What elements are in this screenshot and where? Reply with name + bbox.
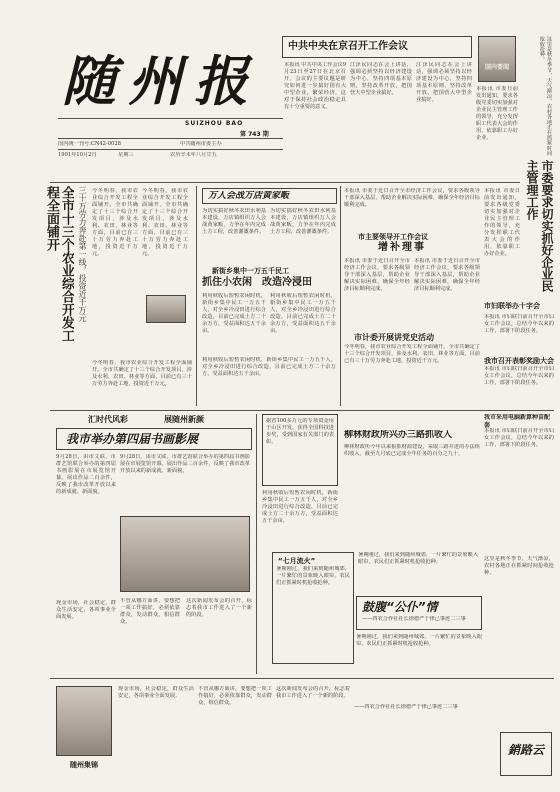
bottom-right-body: 这里是秋冬季节，天气渐凉，农村各地正在抓紧时间抢收抢种。: [484, 556, 554, 576]
masthead-rule: [58, 118, 283, 119]
city-headline: 增补理事: [378, 242, 426, 253]
left-vertical-headline: 全市十三个农业综合开发工程全面铺开: [44, 186, 74, 342]
bottom-left-photo: [56, 686, 112, 756]
xinxiang-body-3: 利用秋收后短暂农闲时机，新街乡集中民工一万五千人，对全乡冷浸田进行综合改造，目前已完成土方二十余万方，受益面积达五千余亩。: [202, 357, 336, 377]
bottom-col-2: 不管从哪方面讲，要想把一项工作搞好，必须依靠群众，发动群众，相信群众。: [120, 598, 180, 625]
art-headline: 我市举办第四届书画影展: [66, 432, 199, 446]
art-body-2: 9月28日，由市文联、市群艺馆联合举办的第四届书画影展在市展览馆开幕。展出作品二百余件，反映了我市改革开放以来的新成就、新面貌。: [120, 454, 250, 474]
left-col-rule: [196, 186, 197, 406]
middle-body: 利用秋收后短暂农闲时机，新街乡集中民工一万五千人，对全乡冷浸田进行综合改造，目前已完成土方二十余万方，受益面积达五千余亩。: [262, 490, 338, 524]
right-vertical-body: 本报讯 市委日前发出通知，要求各级党委切实加强对企业民主管理工作的领导，充分发挥职工代表大会的作用，依靠职工办好企业。: [484, 188, 520, 257]
left-photo: [146, 295, 186, 323]
top-right-body-1: 本报讯 中共中央工作会议9月23日至27日在北京召开。会议的主要议题是研究如何进一步搞好国有大中型企业，繁荣经济，这对于保持社会政治稳定具有十分重要的意义。: [284, 62, 346, 110]
left-vertical-lead: 三十万劳力奔赴第一线，投资近千万元: [78, 186, 87, 322]
right-col2-sub: 我市召开表彰奖励大会: [484, 357, 554, 365]
left-bottom-text: 今冬明春，我市农业综合开发工程全面铺开。全市共确定了十三个综合开发项目，涉及水利、农田、林业等方面，目前已有三十万劳力奔赴工地，投资近千万元。: [92, 360, 192, 387]
xinxiang-headline: 抓住小农闲 改造冷浸田: [202, 277, 312, 288]
stamp-body: 暑期刚过，我们来到随州城郊，一片繁忙的景象映入眼帘，农民们正抓紧时机抢收抢种。: [356, 634, 482, 647]
small-box-text: 据省100多万元的专项资金用于山区开发，获得全国科技进步奖，受到国家有关部门的表彰。: [266, 418, 334, 445]
right-col2-body: 本报讯 市妇联日前召开全市妇女工作会议，总结今年以来的工作，部署下阶段任务。: [484, 314, 554, 334]
coop-headline: 市计委开展讲党史活动: [354, 333, 434, 342]
lower-right-headline: 我市采用电脑新算种苗配套: [484, 414, 551, 429]
kitchen-headline: 柳林财政所兴办三路抓收入: [344, 430, 453, 440]
mid-col-body: 暑期刚过，我们来到随州城郊，一片繁忙的景象映入眼帘，农民们正抓紧时机抢收抢种。: [358, 552, 478, 565]
top-far-right-strip: 这里是秋冬季节，天气渐凉，农村各地正在抓紧时间抢收抢种。: [539, 36, 552, 156]
art-photo: [120, 516, 250, 592]
right-col2-head: 市妇联举办十字会: [484, 302, 540, 310]
masthead-title: 随州报: [62, 49, 260, 113]
right-vertical-headline: 市委要求切实抓好企业民主管理工作: [525, 160, 554, 292]
stamp-subtitle: ——四农合作社社长徐德严于律己事迹二三事: [362, 616, 466, 622]
xinxiang-title: 新街乡集中一万五千民工: [212, 267, 289, 275]
masthead-weekday: 星期三: [118, 152, 134, 158]
masthead-rule-2: [58, 138, 283, 139]
news-badge-label: 国内要闻: [484, 64, 509, 71]
feature-headline: “七月流火”: [278, 557, 316, 565]
top-right-body-2: 江泽民同志在会上讲话，强调必须坚持以经济建设为中心，坚持四项基本原则，坚持改革开放，把国营大中型企业搞好。: [350, 62, 412, 96]
rule-bottom: [50, 678, 554, 679]
bottom-col-3: 这次新闻发布会的召开，标志着我市工作进入了一个新的阶段。: [186, 598, 252, 618]
art-label-1: 汇时代风彩: [88, 415, 128, 424]
masthead-pinyin: SUIZHOU BAO: [185, 120, 244, 127]
stamp-headline: 鼓腹“公仆”情: [362, 600, 438, 614]
city-body-1: 本报讯 市委于近日召开全市经济工作会议，要求各级领导干部深入基层，帮助企业解决实际困难，确保全年经济目标顺利完成。: [344, 258, 410, 292]
feature-body: 暑期刚过，我们来到随州城郊，一片繁忙的景象映入眼帘，农民们正抓紧时机抢收抢种。: [276, 566, 350, 586]
bottom-left-title: 随州集锦: [70, 761, 98, 769]
city-body-2: 本报讯 市委于近日召开全市经济工作会议，要求各级领导干部深入基层，帮助企业解决实际困难，确保全年经济目标顺利完成。: [414, 258, 480, 292]
mid-col-rule: [340, 186, 341, 406]
city-intro: 本报讯 市委于近日召开全市经济工作会议，要求各级领导干部深入基层，帮助企业解决实际困难，确保全年经济目标顺利完成。: [344, 188, 480, 208]
art-body-1: 9月28日，由市文联、市群艺馆联合举办的第四届书画影展在市展览馆开幕。展出作品二百余件，反映了我市改革开放以来的新成就、新面貌。: [56, 454, 116, 495]
masthead-lunar: 农历辛未年八月廿五: [170, 152, 217, 158]
xinxiang-body-2: 利用秋收后短暂农闲时机，新街乡集中民工一万五千人，对全乡冷浸田进行综合改造，目前已完成土方二十余万方，受益面积达五千余亩。: [270, 293, 336, 334]
mid-lower-rule: [256, 414, 257, 674]
coop-body: 今冬明春，我市农业综合开发工程全面铺开。全市共确定了十三个综合开发项目，涉及水利、农田、林业等方面，目前已有三十万劳力奔赴工地，投资近千万元。: [344, 344, 480, 364]
cartoon-headline: 万人会战万店黄家畈: [208, 191, 290, 201]
bottom-body-b: 不管从哪方面讲，要想把一项工作搞好，必须依靠群众，发动群众，相信群众。: [198, 686, 272, 706]
masthead-issue: 第 743 期: [240, 131, 269, 138]
cartoon-body-2: 为切实搞好秋冬农田水利基本建设，万店镇组织万人会战黄家畈，力争在年内完成土方工程，改善灌溉条件。: [270, 208, 336, 235]
kitchen-body: 柳林财政所今年以来狠抓财源建设，采取三路并进的办法组织收入，截至九月底已完成全年任务的百分之九十。: [344, 444, 480, 457]
masthead-cn-code: 国内统一刊号:CN42-0028: [58, 141, 121, 147]
top-right-body-3: 江泽民同志在会上讲话，强调必须坚持以经济建设为中心，坚持四项基本原则，坚持改革开放，把国营大中型企业搞好。: [416, 62, 472, 103]
masthead-rule-3: [58, 149, 283, 150]
cartoon-body-1: 为切实搞好秋冬农田水利基本建设，万店镇组织万人会战黄家畈，力争在年内完成土方工程，改善灌溉条件。: [202, 208, 266, 235]
bottom-col-1: 现金市场，社会稳定，群众生活安定，各项事业全面发展。: [56, 600, 116, 620]
bottom-body-d: ——四农合作社社长徐德严于律己事迹二三事: [354, 704, 458, 710]
xinxiang-body-1: 利用秋收后短暂农闲时机，新街乡集中民工一万五千人，对全乡冷浸田进行综合改造，目前已完成土方二十余万方，受益面积达五千余亩。: [202, 293, 266, 334]
masthead-publisher: 中共随州市委主办: [180, 141, 222, 147]
bottom-body-c: 这次新闻发布会的召开，标志着我市工作进入了一个新的阶段。: [276, 686, 350, 699]
art-label-2: 展随州新颜: [164, 415, 204, 424]
top-headline: 中共中央在京召开工作会议: [288, 41, 408, 52]
left-body: 今冬明春，我市农业综合开发工程全面铺开。全市共确定了十三个综合开发项目，涉及水利、农田、林业等方面，目前已有三十万劳力奔赴工地，投资近千万元。: [92, 188, 138, 257]
top-right-aside: 本报讯 市委日前发出通知，要求各级党委切实加强对企业民主管理工作的领导，充分发挥职工代表大会的作用，依靠职工办好企业。: [476, 86, 518, 141]
left-body-2: 今冬明春，我市农业综合开发工程全面铺开。全市共确定了十三个综合开发项目，涉及水利、农田、林业等方面，目前已有三十万劳力奔赴工地，投资近千万元。: [142, 188, 188, 257]
bottom-right-title: 銷路云: [507, 743, 544, 757]
rule-under-top: [50, 182, 520, 183]
lower-right-body: 本报讯 市妇联日前召开全市妇女工作会议，总结今年以来的工作，部署下阶段任务。: [484, 428, 554, 448]
bottom-body-a: 现金市场，社会稳定，群众生活安定，各项事业全面发展。: [118, 686, 194, 699]
city-title: 市主要领导开工作会议: [358, 233, 428, 241]
rule-mid: [50, 410, 554, 411]
news-badge: [478, 36, 516, 82]
right-col2-body-2: 本报讯 市妇联日前召开全市妇女工作会议，总结今年以来的工作，部署下阶段任务。: [484, 366, 554, 386]
masthead-date: 1991年10月2日: [58, 152, 97, 158]
